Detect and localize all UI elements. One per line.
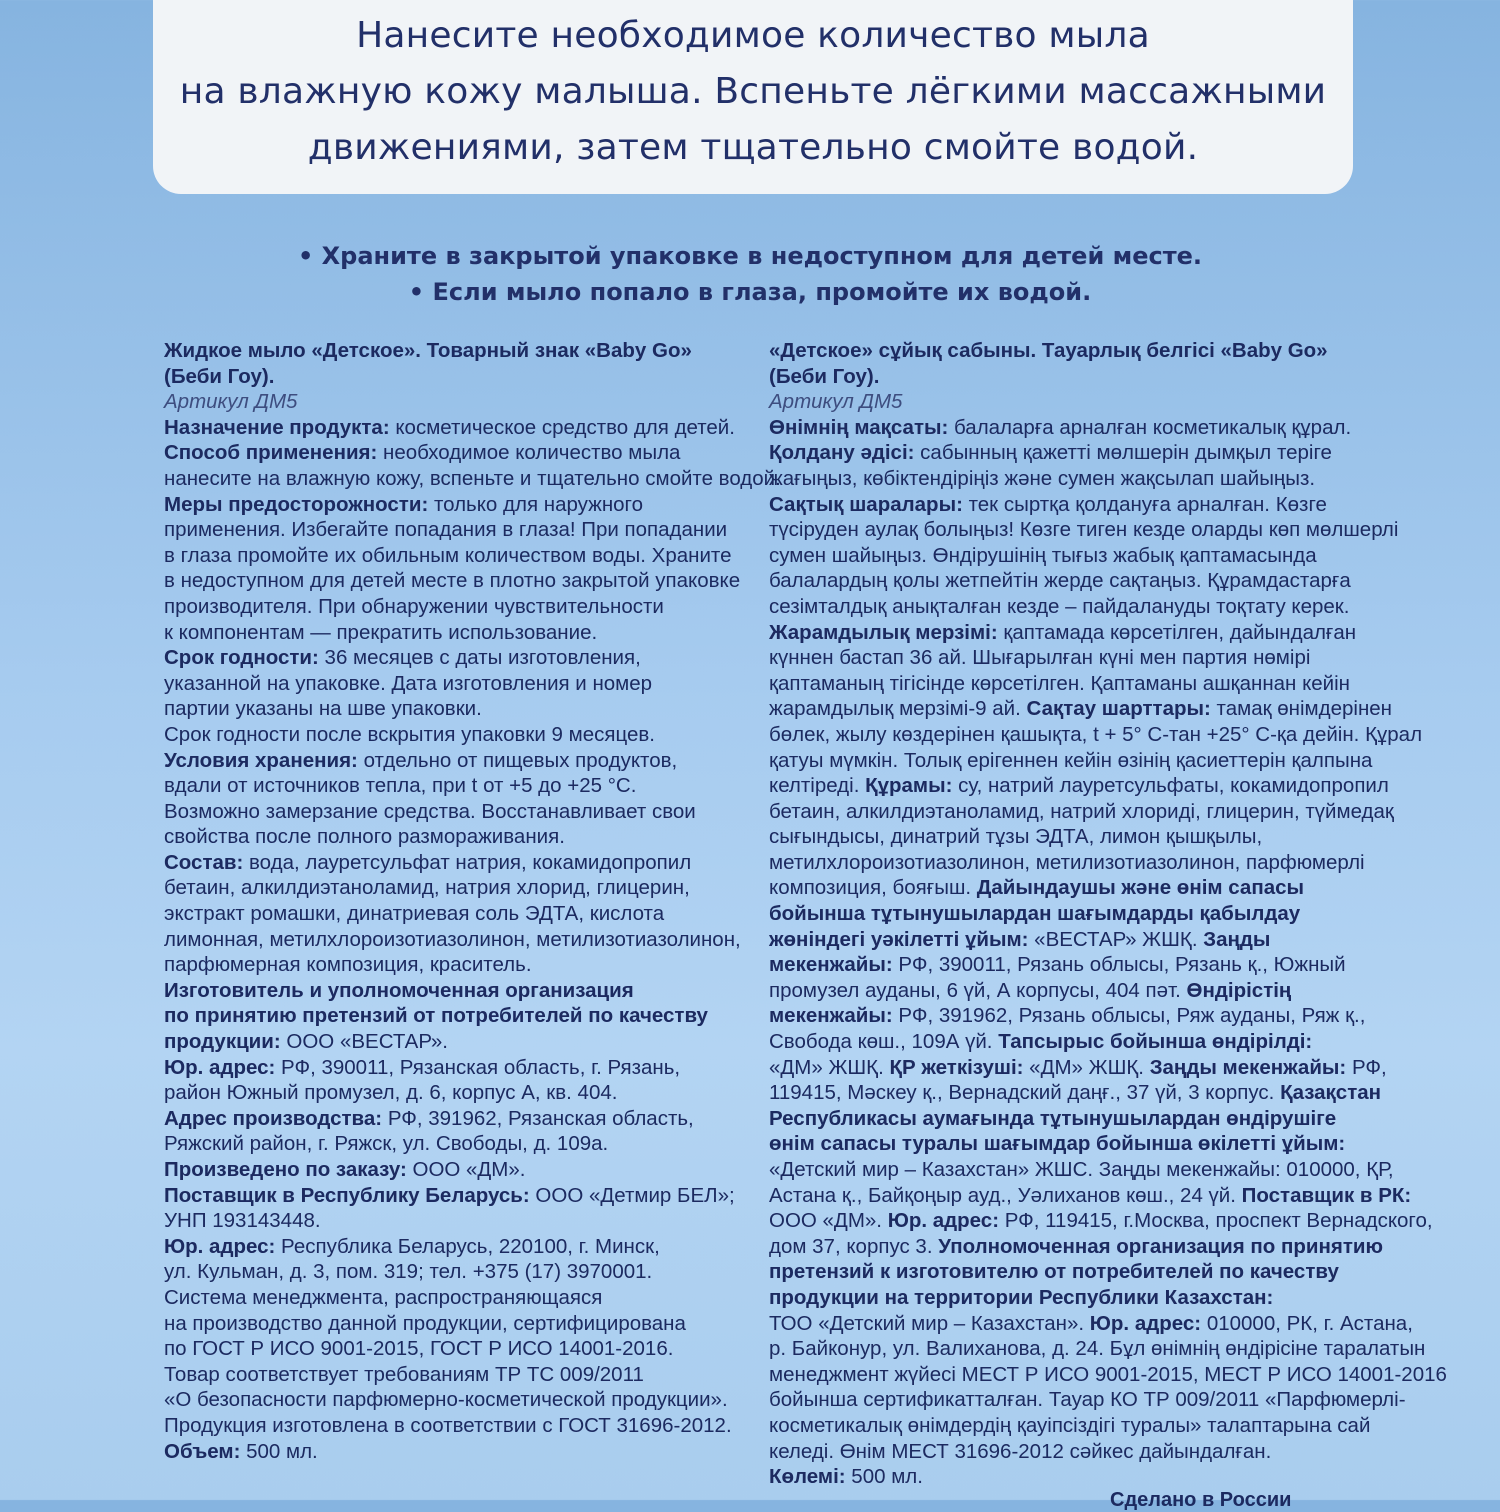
kz-legal-text: РФ, 390011, Рязань облысы, Рязань қ., Южный [892, 953, 1346, 977]
kz-maker-label-2: бойынша тұтынушылардан шағымдарды қабылдау [769, 902, 1301, 926]
ru-by-legal-text-2: ул. Кульман, д. 3, пом. 319; тел. +375 (17) 3970001. [164, 1260, 653, 1284]
kz-tail-line: р. Байконур, ул. Валиханова, д. 24. Бұл өнімнің өндірісіне таралатын [769, 1337, 1426, 1361]
ru-precautions-line: в недоступном для детей месте в плотно закрытой упаковке [164, 569, 741, 593]
kz-auth-label-a: Уполномоченная организация по принятию [938, 1234, 1384, 1258]
ru-method-label: Способ применения: [164, 441, 378, 465]
ru-storage-label: Условия хранения: [164, 748, 358, 772]
kz-title-1: «Детское» сұйық сабыны. Тауарлық белгісі «Baby Go» [769, 339, 1328, 362]
ru-tail-line: на производство данной продукции, сертифицирована [164, 1311, 686, 1335]
ru-order-text: ООО «ДМ». [406, 1158, 526, 1181]
kz-composition-line: бетаин, алкилдиэтаноламид, натрий хлориді, глицерин, түймедақ [769, 799, 1394, 823]
kz-order-label: Тапсырыс бойынша өндірілді: [998, 1030, 1313, 1054]
ru-title-1: Жидкое мыло «Детское». Товарный знак «Baby Go» [164, 339, 692, 362]
kz-composition-text: су, натрий лауретсульфаты, кокамидопропил [952, 774, 1389, 798]
kz-storage-line: қатуы мүмкін. Толық ерігеннен кейін өзінің қасиеттерін қалпына [769, 748, 1373, 772]
ru-composition-line: экстракт ромашки, динатриевая соль ЭДТА, кислота [164, 902, 665, 926]
kz-shelf-end: жарамдылық мерзімі-9 ай. [769, 697, 1027, 721]
ru-volume-text: 500 мл. [240, 1439, 318, 1463]
ru-composition-line: бетаин, алкилдиэтаноламид, натрия хлорид, глицерин, [164, 876, 690, 900]
kz-precautions-line: сумен шайыңыз. Өндірушінің тығыз жабық қаптамасында [769, 543, 1317, 567]
ru-maker-label-2: по принятию претензий от потребителей по качеству [164, 1004, 708, 1028]
ru-prod-label: Адрес производства: [164, 1106, 383, 1130]
ru-legal-label: Юр. адрес: [164, 1055, 276, 1079]
ru-precautions-text: только для наружного [428, 492, 643, 516]
kz-storage-line: бөлек, жылу көздерінен қашықта, t + 5° С-тан +25° С-қа дейін. Құрал [769, 722, 1423, 746]
ru-shelf-line: Срок годности после вскрытия упаковки 9 месяцев. [164, 722, 655, 746]
kz-rk-legal-text: РФ, 119415, г.Москва, проспект Вернадского, [999, 1209, 1433, 1233]
kz-auth-text: ТОО «Детский мир – Казахстан». [769, 1311, 1090, 1335]
warnings [0, 238, 1500, 310]
ru-title-2: (Беби Гоу). [164, 364, 275, 388]
kz-method-text-2: жағыңыз, көбіктендіріңіз және сумен жақсылап шайыңыз. [769, 466, 1316, 490]
kz-storage-label: Сақтау шарттары: [1026, 697, 1211, 721]
kz-purpose-text: балаларға арналған косметикалық құрал. [948, 415, 1352, 439]
kz-order-text: «ДМ» ЖШҚ. [769, 1055, 890, 1079]
kz-prod-text: РФ, 391962, Рязань облысы, Ряж ауданы, Ряж қ., [892, 1004, 1366, 1028]
kz-composition-line: сығындысы, динатрий тұзы ЭДТА, лимон қышқылы, [769, 825, 1263, 849]
ru-tail-line: «О безопасности парфюмерно-косметической продукции». [164, 1388, 728, 1412]
kz-rk-text: ООО «ДМ». [769, 1209, 888, 1233]
kz-rk-label: Поставщик в РК: [1241, 1183, 1412, 1207]
ru-composition-text: вода, лауретсульфат натрия, кокамидопропил [243, 850, 692, 874]
kz-storage-text: тамақ өнімдерінен [1210, 697, 1393, 721]
kz-composition-end: композиция, бояғыш. [769, 876, 977, 900]
ru-purpose-label: Назначение продукта: [164, 415, 390, 439]
ru-volume-label: Объем: [164, 1439, 241, 1463]
kz-kz-label-a: Қазақстан [1280, 1081, 1382, 1105]
kz-maker-label-1: Дайындаушы және өнім сапасы [976, 876, 1305, 900]
ru-storage-line: Возможно замерзание средства. Восстанавливает свои [164, 799, 696, 823]
kz-storage-end: келтіреді. [769, 774, 866, 798]
kz-legal2-text-2: 119415, Мәскеу қ., Вернадский даңғ., 37 үй, 3 корпус. [769, 1081, 1281, 1105]
kz-precautions-text: тек сыртқа қолдануға арналған. Көзге [962, 492, 1327, 516]
ru-prod-text-2: Ряжский район, г. Ряжск, ул. Свободы, д. 109а. [164, 1132, 609, 1156]
instruction-line-2: на влажную кожу малыша. Вспеньте лёгкими массажными [179, 71, 1327, 112]
kz-tail-line: менеджмент жүйесі МЕСТ Р ИСО 9001-2015, МЕСТ Р ИСО 14001-2016 [769, 1362, 1447, 1386]
kz-shelf-line: күннен бастап 36 ай. Шығарылған күні мен партия нөмірі [769, 646, 1311, 670]
ru-precautions-line: к компонентам — прекратить использование. [164, 620, 598, 644]
ru-legal-text-2: район Южный промузел, д. 6, корпус А, кв. 404. [164, 1081, 618, 1105]
ru-tail-line: Продукция изготовлена в соответствии с ГОСТ 31696-2012. [164, 1413, 732, 1437]
kz-precautions-line: түсіруден аулақ болыңыз! Көзге тиген кезде оларды көп мөлшерлі [769, 518, 1399, 542]
kz-supplier-label: ҚР жеткізуші: [889, 1055, 1024, 1079]
kz-auth-legal-label: Юр. адрес: [1089, 1311, 1202, 1335]
ru-precautions-line: применения. Избегайте попадания в глаза! При попадании [164, 518, 728, 542]
ru-precautions-line: в глаза промойте их обильным количеством воды. Храните [164, 543, 732, 567]
ru-tail-line: по ГОСТ Р ИСО 9001-2015, ГОСТ Р ИСО 14001-2016. [164, 1337, 674, 1361]
kz-precautions-label: Сақтық шаралары: [769, 492, 963, 516]
kz-volume-label: Көлемі: [769, 1465, 846, 1489]
kz-legal2-text: РФ, [1346, 1055, 1387, 1079]
ru-by-supplier-label: Поставщик в Республику Беларусь: [164, 1183, 530, 1207]
kz-auth-label-c: продукции на территории Республики Казахстан: [769, 1285, 1274, 1309]
kz-prod-label-b: мекенжайы: [769, 1004, 893, 1028]
kz-rk-legal-label: Юр. адрес: [887, 1209, 1000, 1233]
kz-article: Артикул ДМ5 [769, 390, 903, 414]
ru-by-unp: УНП 193143448. [164, 1209, 321, 1233]
kz-legal2-label: Заңды мекенжайы: [1149, 1055, 1347, 1079]
ru-order-label: Произведено по заказу: [164, 1158, 407, 1181]
kz-composition-label: Құрамы: [865, 774, 953, 798]
warning-storage: • Храните в закрытой упаковке в недоступном для детей месте. [297, 242, 1203, 270]
kz-precautions-line: сезімталдық анықталған кезде – пайдалануды тоқтату керек. [769, 594, 1350, 618]
kz-method-label: Қолдану әдісі: [769, 441, 915, 465]
kazakh-label-column [769, 338, 1447, 1490]
kz-volume-text: 500 мл. [845, 1465, 923, 1489]
ru-storage-line: вдали от источников тепла, при t от +5 до +25 °С. [164, 774, 637, 798]
ru-composition-label: Состав: [164, 850, 244, 874]
kz-composition-line: метилхлороизотиазолинон, метилизотиазолинон, парфюмерлі [769, 850, 1365, 874]
ru-shelf-line: партии указаны на шве упаковки. [164, 697, 482, 721]
ru-article: Артикул ДМ5 [164, 390, 298, 414]
kz-method-text: сабынның қажетті мөлшерін дымқыл теріге [914, 441, 1332, 465]
kz-maker-label-3: жөніндегі уәкілетті ұйым: [769, 927, 1029, 951]
kz-auth-label-b: претензий к изготовителю от потребителей по качеству [769, 1260, 1339, 1284]
ru-composition-line: парфюмерная композиция, краситель. [164, 953, 532, 977]
ru-tail-line: Товар соответствует требованиям ТР ТС 009/2011 [164, 1362, 644, 1386]
ru-storage-line: свойства после полного размораживания. [164, 825, 565, 849]
ru-tail-line: Система менеджмента, распространяющаяся [164, 1285, 603, 1309]
ru-maker-label-3: продукции: [164, 1030, 281, 1054]
ru-precautions-label: Меры предосторожности: [164, 492, 429, 516]
kz-prod-label-a: Өндірістің [1186, 978, 1292, 1002]
kz-title-2: (Беби Гоу). [769, 364, 880, 388]
kz-shelf-label: Жарамдылық мерзімі: [769, 620, 998, 644]
kz-shelf-text: қаптамада көрсетілген, дайындалған [997, 620, 1357, 644]
ru-prod-text: РФ, 391962, Рязанская область, [382, 1106, 694, 1130]
kz-purpose-label: Өнімнің мақсаты: [769, 415, 949, 439]
kz-legal-text-2: промузел ауданы, 6 үй, А корпусы, 404 пәт. [769, 978, 1187, 1002]
ru-composition-line: лимонная, метилхлороизотиазолинон, метилизотиазолинон, [164, 927, 741, 951]
kz-tail-line: косметикалық өнімдердің қауіпсіздігі туралы» талаптарына сай [769, 1413, 1371, 1437]
kz-kz-label-b: Республикасы аумағында тұтынушылардан өндірушіге [769, 1106, 1337, 1130]
ru-purpose-text: косметическое средство для детей. [389, 415, 735, 439]
ru-shelf-label: Срок годности: [164, 646, 319, 670]
ru-storage-text: отдельно от пищевых продуктов, [357, 748, 678, 772]
ru-maker-label-1: Изготовитель и уполномоченная организация [164, 978, 634, 1002]
ru-shelf-line: указанной на упаковке. Дата изготовления и номер [164, 671, 653, 695]
kz-rk-text-2: дом 37, корпус 3. [769, 1234, 939, 1258]
ru-shelf-text: 36 месяцев с даты изготовления, [318, 646, 641, 670]
ru-precautions-line: производителя. При обнаружении чувствительности [164, 594, 664, 618]
kz-legal-label-b: мекенжайы: [769, 953, 893, 977]
kz-kz-text-2: Астана қ., Байқоңыр ауд., Уәлиханов көш., 24 үй. [769, 1183, 1242, 1207]
instruction-line-3: движениями, затем тщательно смойте водой. [307, 127, 1199, 168]
kz-tail-line: келеді. Өнім МЕСТ 31696-2012 сәйкес дайындалған. [769, 1439, 1272, 1463]
ru-by-legal-text: Республика Беларусь, 220100, г. Минск, [275, 1234, 660, 1258]
ru-by-legal-label: Юр. адрес: [164, 1234, 276, 1258]
instruction-line-1: Нанесите необходимое количество мыла [356, 15, 1150, 56]
kz-prod-text-2: Свобода көш., 109А үй. [769, 1030, 999, 1054]
kz-legal-label-a: Заңды [1203, 927, 1271, 951]
kz-maker-text: «ВЕСТАР» ЖШҚ. [1028, 927, 1204, 951]
ru-legal-text: РФ, 390011, Рязанская область, г. Рязань, [275, 1055, 681, 1079]
kz-supplier-text: «ДМ» ЖШҚ. [1023, 1055, 1150, 1079]
instruction-card [153, 0, 1353, 194]
ru-method-text: необходимое количество мыла [377, 441, 681, 465]
warning-eyes: • Если мыло попало в глаза, промойте их водой. [408, 278, 1092, 306]
kz-kz-label-c: өнім сапасы туралы шағымдар бойынша өкілетті ұйым: [769, 1132, 1346, 1156]
russian-label-column [164, 338, 781, 1464]
kz-precautions-line: балалардың қолы жетпейтін жерде сақтаңыз. Құрамдастарға [769, 569, 1351, 593]
kz-tail-line: бойынша сертификатталған. Тауар КО ТР 009/2011 «Парфюмерлі- [769, 1388, 1406, 1412]
kz-shelf-line: қаптаманың тігісінде көрсетілген. Қаптаманы ашқаннан кейін [769, 671, 1350, 695]
ru-maker-text: ООО «ВЕСТАР». [280, 1030, 448, 1054]
made-in-russia-text: Сделано в России [1110, 1489, 1292, 1511]
ru-by-supplier-text: ООО «Детмир БЕЛ»; [529, 1183, 735, 1207]
kz-auth-legal-text: 010000, РК, г. Астана, [1201, 1311, 1413, 1335]
kz-kz-text: «Детский мир – Казахстан» ЖШС. Заңды мекенжайы: 010000, ҚР, [769, 1158, 1394, 1181]
ru-method-text-2: нанесите на влажную кожу, вспеньте и тщательно смойте водой. [164, 466, 781, 490]
